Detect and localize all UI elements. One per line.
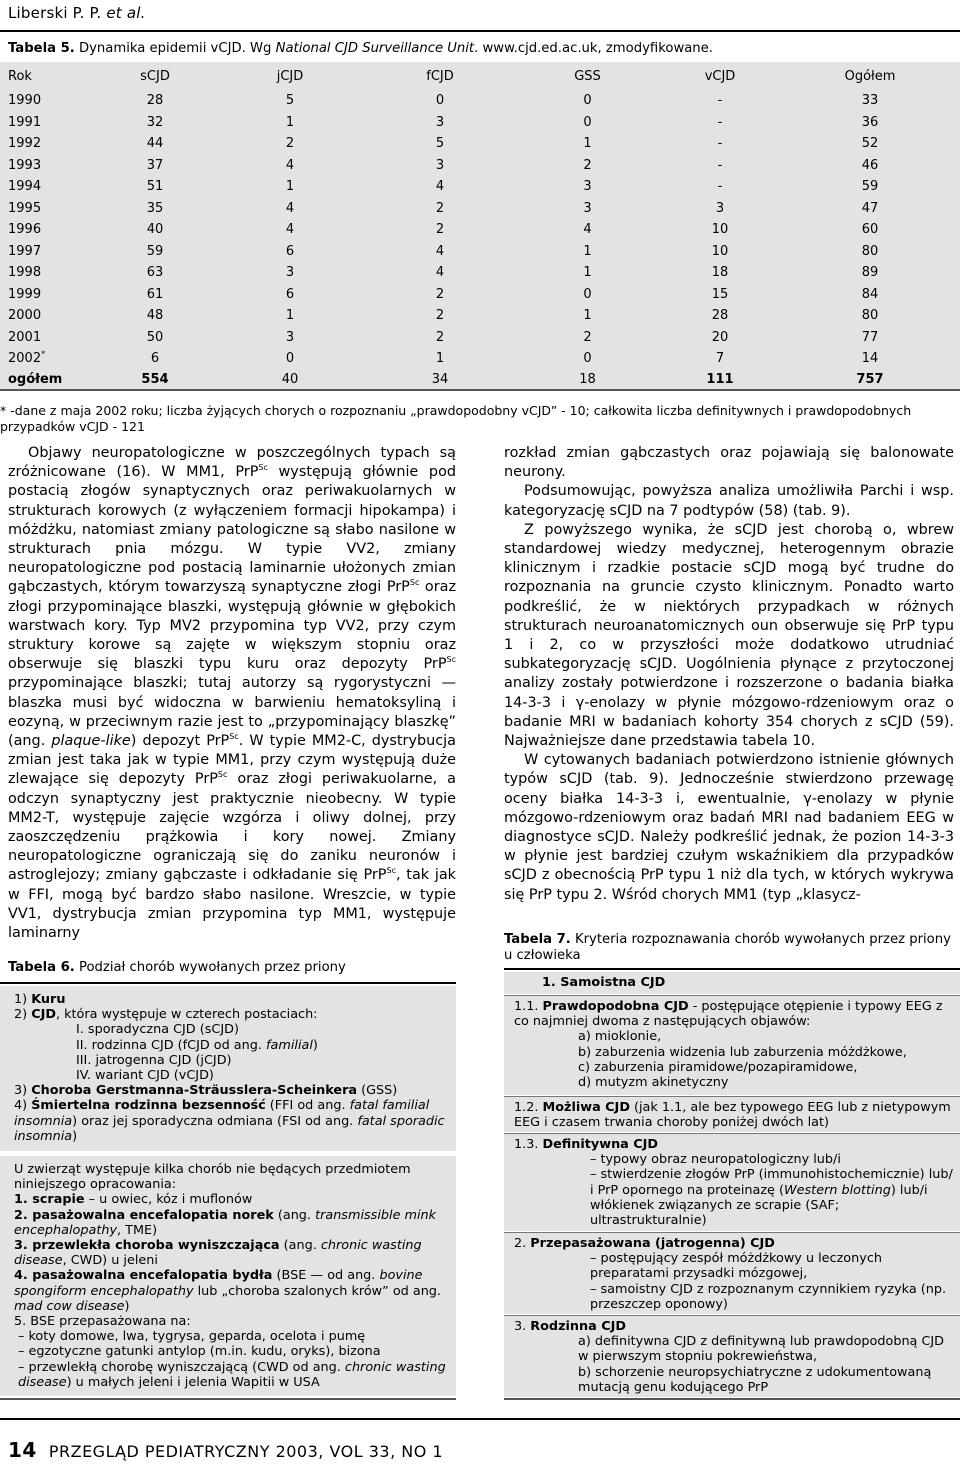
table5-row — [0, 262, 960, 284]
page-footer — [8, 1438, 443, 1462]
table5-cell: 6 — [285, 286, 295, 302]
table5-cell: 4 — [285, 222, 295, 238]
table5-cell: 1 — [583, 243, 592, 259]
page-number: 14 — [8, 1438, 37, 1462]
table5-cell: 40 — [146, 222, 164, 238]
table5-cell: 3 — [583, 200, 592, 216]
table5-cell: 6 — [150, 351, 160, 367]
table5-cell: 2 — [435, 222, 445, 238]
table5-row — [0, 219, 960, 241]
table5-cell: 0 — [285, 351, 295, 367]
table5-cell: 4 — [435, 179, 445, 195]
table5-cell: 1999 — [8, 286, 42, 302]
table5-caption-b: National CJD Surveillance Unit — [275, 41, 475, 56]
table5-footnote: * -dane z maja 2002 roku; liczba żyjących chorych o rozpoznaniu „prawdopodobny vCJD” - 10; całkowita liczba definitywnych i prawdopodobnych przypadków vCJD - 121 — [0, 403, 912, 434]
table6-animal-scrapie: 1. scrapie – u owiec, kóz i muflonów — [14, 1192, 253, 1208]
table5-cell: 1 — [285, 179, 295, 195]
table5-cell: 52 — [861, 136, 879, 152]
table5-header-cell: jCJD — [276, 68, 304, 84]
table6-item-cjd: 2) CJD, która występuje w czterech postaciach: — [14, 1007, 318, 1023]
table5-cell: - — [717, 179, 723, 195]
table5-row — [0, 90, 960, 112]
footer-rule — [0, 1418, 960, 1420]
table7-section-1-3 — [504, 1133, 960, 1231]
table5-total-cell: ogółem — [8, 371, 63, 387]
table5-row — [0, 305, 960, 327]
table7-samoistna: 1. Samoistna CJD — [542, 975, 666, 990]
table5-cell: 0 — [583, 114, 592, 130]
table6-sub-jcjd: III. jatrogenna CJD (jCJD) — [76, 1052, 232, 1068]
table5-cell: 59 — [861, 179, 879, 195]
table6-animal-intro: U zwierząt występuje kilka chorób nie będących przedmiotem niniejszego opracowania: — [14, 1162, 411, 1193]
table5-cell: 4 — [285, 157, 295, 173]
right-paragraph-3: Z powyższego wynika, że sCJD jest chorobą o, wbrew standardowej wiedzy medycznej, heterogennym obrazie klinicznym i rzadkie postacie sCJD mogą być trudne do rozpoznania na gruncie czysto klinicznym. Ponadto warto podkreślić, że w niektórych przypadkach w różnych strukturach neuroanatomicznych oun obserwuje się PrP typu 1 i 2, co w przyszłości może dodatkowo utrudniać subkategoryzację sCJD. Uogólnienia płynące z przytoczonej analizy zostały potwierdzone i rozszerzone o badania białka 14-3-3 i γ-enolazy w płynie mózgowo-rdzeniowym oraz o badanie MRI w badaniach kohorty 354 chorych z sCJD (59). Najważniejsze dane przedstawia tabela 10. — [504, 521, 954, 750]
table7-definitywna: 1.3. Definitywna CJD — [514, 1137, 659, 1152]
table5-cell: 6 — [285, 243, 295, 259]
table6-item-ffi: 4) Śmiertelna rodzinna bezsenność (FFI od ang. fatal familial insomnia) oraz jej sporadyczna odmiana (FSI od ang. fatal sporadic insomnia) — [14, 1098, 445, 1144]
table5-cell: 1991 — [8, 114, 42, 130]
table5-cell: 36 — [861, 114, 879, 130]
table7-typowy-obraz: – typowy obraz neuropatologiczny lub/i — [590, 1152, 841, 1168]
table7-samoistny-cjd: – samoistny CJD z rozpoznanym czynnikiem ryzyka (np. przeszczep oponowy) — [590, 1281, 947, 1312]
table7-section-1-2 — [504, 1096, 960, 1132]
table5-row — [0, 198, 960, 220]
table7-section-1 — [504, 972, 960, 994]
table7-zlogi-prp: – stwierdzenie złogów PrP (immunohistochemicznie) lub/ i PrP opornego na proteinazę (Western blotting) lub/i włókienek związanych ze scrapie (SAF; ultrastrukturalnie) — [590, 1167, 953, 1229]
table5-cell: 47 — [861, 200, 879, 216]
table5-total-cell: 40 — [281, 371, 299, 387]
table6-bottom-rule — [0, 1398, 456, 1400]
table5-cell: 48 — [146, 308, 164, 324]
table5-cell: - — [717, 157, 723, 173]
table6-label: Tabela 6. — [8, 960, 75, 975]
table5-total-cell: 757 — [856, 371, 884, 387]
table5-cell: 0 — [435, 93, 445, 109]
table7-prawdopodobna: 1.1. Prawdopodobna CJD - postępujące otępienie i typowy EEG z co najmniej dwoma z następujących objawów: — [514, 999, 943, 1030]
right-paragraph-4: W cytowanych badaniach potwierdzono istnienie głównych typów sCJD (tab. 9). Jednocześnie stwierdzono przewagę oceny białka 14-3-3 i, ewentualnie, γ-enolazy w płynie mózgowo-rdzeniowym oraz badań MRI nad badaniem EEG w diagnostyce sCJD. Należy podkreślić jednak, że pozion 14-3-3 w płynie jest bardziej czułym wskaźnikiem dla przypadków sCJD z obecnością PrP typu 1 niż dla tych, w których wykrywa się PrP typu 2. Wśród chorych MM1 (typ „klasycz- — [504, 752, 954, 903]
table6-dash-cwd: – przewlekłą chorobę wyniszczającą (CWD od ang. chronic wasting disease) u małych jeleni i jelenia Wapitii w USA — [18, 1359, 446, 1390]
table5-cell: 0 — [583, 286, 592, 302]
table5-cell: 3 — [583, 179, 592, 195]
table5-cell: 1 — [583, 265, 592, 281]
table7-zaburzenia-widzenia: b) zaburzenia widzenia lub zaburzenia móżdżkowe, — [578, 1044, 907, 1060]
table5-cell: 14 — [861, 351, 879, 367]
table5-cell: 20 — [711, 329, 729, 345]
table5-cell: 63 — [146, 265, 164, 281]
et-al: et al. — [106, 4, 146, 22]
table5-header-row — [0, 62, 960, 90]
table5-cell: 1 — [583, 308, 592, 324]
table5-caption-c: . www.cjd.ed.ac.uk, zmodyfikowane. — [474, 41, 713, 56]
table5-cell: - — [717, 136, 723, 152]
table5-header-cell: fCJD — [426, 68, 454, 84]
table5-cell: 10 — [711, 222, 729, 238]
right-paragraph-1: rozkład zmian gąbczastych oraz pojawiają się balonowate neurony. — [504, 445, 954, 481]
table7-przepasazowana: 2. Przepasażowana (jatrogenna) CJD — [514, 1236, 775, 1251]
table5-row — [0, 112, 960, 134]
table5 — [0, 62, 960, 391]
table6-item-kuru: 1) Kuru — [14, 992, 66, 1007]
table7-mutyzm: d) mutyzm akinetyczny — [578, 1075, 729, 1091]
table5-cell: 1 — [285, 114, 295, 130]
running-head — [8, 4, 146, 22]
table5-row — [0, 348, 960, 370]
table5-header-cell: Ogółem — [844, 68, 896, 84]
table5-cell: 0 — [583, 351, 592, 367]
table6-human-diseases — [0, 986, 456, 1151]
table5-cell: 51 — [146, 179, 164, 195]
table7-mioklonie: a) mioklonie, — [578, 1029, 662, 1045]
table5-cell: 3 — [715, 200, 725, 216]
table5-cell: 1994 — [8, 179, 42, 195]
table5-caption — [8, 41, 713, 56]
table5-row — [0, 133, 960, 155]
table5-label: Tabela 5. — [8, 41, 75, 56]
journal-name: PRZEGLĄD PEDIATRYCZNY 2003, VOL 33, NO 1 — [48, 1442, 444, 1461]
table5-header-cell: vCJD — [704, 68, 736, 84]
table5-cell: - — [717, 93, 723, 109]
table5-cell: 2 — [583, 329, 592, 345]
table5-cell: 89 — [861, 265, 879, 281]
table5-cell: 2 — [285, 136, 295, 152]
table5-cell: 4 — [583, 222, 592, 238]
table5-row — [0, 176, 960, 198]
table5-cell: 4 — [285, 200, 295, 216]
table5-cell: 2 — [435, 329, 445, 345]
table5-cell: 1993 — [8, 157, 42, 173]
table7-label: Tabela 7. — [504, 932, 571, 947]
table5-total-cell: 554 — [141, 371, 169, 387]
table5-cell: 1990 — [8, 93, 42, 109]
table5-cell: 2002* — [8, 349, 46, 367]
table7-section-1-1 — [504, 995, 960, 1095]
table5-header-cell: Rok — [8, 68, 32, 84]
table5-cell: 77 — [861, 329, 879, 345]
table6-sub-vcjd: IV. wariant CJD (vCJD) — [76, 1068, 214, 1084]
table6-animal-bse: 4. pasażowalna encefalopatia bydła (BSE — od ang. bovine spongiform encephalopathy lub „choroba szalonych krów” od ang. mad cow disease) — [14, 1268, 441, 1314]
table7-top-rule — [504, 968, 960, 970]
table5-cell: 2 — [435, 308, 445, 324]
left-paragraph: Objawy neuropatologiczne w poszczególnych typach są zróżnicowane (16). W MM1, PrP$^{Sc}$ występują głównie pod postacią złogów synaptycznych oraz periwakuolarnych w strukturach korowych (z wyłączeniem formacji hipokampa) i móżdżku, natomiast zmiany patologiczne są słabo nasilone w strukturach pnia mózgu. W typie VV2, zmiany neuropatologiczne pod postacią laminarnie ułożonych zmian gąbczastych, którym towarzyszą synaptyczne złogi PrP$^{Sc}$ oraz złogi przypominające blaszki, występują głównie w głębokich warstwach kory. Typ MV2 przypomina typ VV2, przy czym struktury korowe są zajęte w większym stopniu oraz obserwuje się blaszki typu kuru oraz depozyty PrP$^{Sc}$ przypominające blaszki; tutaj autorzy są rygorystyczni — blaszka musi być widoczna w barwieniu hematoksyliną i eozyną, w przeciwnym razie jest to „przypominający blaszkę” (ang. plaque-like) depozyt PrP$^{Sc}$. W typie MM2-C, dystrybucja zmian jest taka jak w typie MM1, przy czym występują duże zlewające się depozyty PrP$^{Sc}$ oraz złogi periwakuolarne, a odczyn synaptyczny jest praktycznie nieobecny. W typie MM2-T, występuje zajęcie wzgórza i oliwy dolnej, przy zaoszczędzeniu prążkowia i kory nowej. Zmiany neuropatologiczne ograniczają się do zaniku neuronów i astroglejozy; zmiany gąbczaste i odkładanie się PrP$^{Sc}$, tak jak w FFI, mogą być bardzo słabo nasilone. Wreszcie, w typie VV1, dystrybucja zmian przypomina typ MM1, występuje laminarny — [8, 445, 457, 942]
table5-cell: 28 — [146, 93, 164, 109]
table5-cell: 1997 — [8, 243, 42, 259]
table5-star: * — [41, 349, 46, 359]
table5-cell: 3 — [435, 157, 445, 173]
table5-cell: 35 — [146, 200, 164, 216]
table5-total-row — [0, 370, 960, 392]
table5-cell: 60 — [861, 222, 879, 238]
table5-cell: 46 — [861, 157, 879, 173]
table7-zespol-mozdzkowy: – postępujący zespół móżdżkowy u leczonych preparatami przysadki mózgowej, — [590, 1251, 882, 1282]
table6-caption — [8, 960, 346, 975]
table7-mozliwa: 1.2. Możliwa CJD (jak 1.1, ale bez typowego EEG lub z nietypowym EEG i czasem trwania choroby poniżej dwóch lat) — [514, 1100, 951, 1131]
table5-total-cell: 18 — [579, 371, 596, 387]
table6-sub-fcjd: II. rodzinna CJD (fCJD od ang. familial) — [76, 1037, 318, 1053]
table6-dash-antelopes: – egzotyczne gatunki antylop (m.in. kudu, oryks), bizona — [18, 1344, 381, 1360]
table5-cell: 1 — [583, 136, 592, 152]
table7-definitywna-rodzinna: a) definitywna CJD z definitywną lub prawdopodobną CJD w pierwszym stopniu pokrewieństwa, — [578, 1334, 945, 1365]
table5-cell: 2 — [583, 157, 592, 173]
table6-animal-tme: 2. pasażowalna encefalopatia norek (ang. transmissible mink encephalopathy, TME) — [14, 1207, 437, 1238]
left-column-text — [8, 444, 456, 943]
table7-section-2 — [504, 1232, 960, 1314]
table5-cell: 4 — [435, 265, 445, 281]
table5-cell: 2000 — [8, 308, 42, 324]
table7-rodzinna: 3. Rodzinna CJD — [514, 1319, 627, 1334]
table5-caption-a: Dynamika epidemii vCJD. Wg — [74, 41, 276, 56]
table6-animal-bse-passaged: 5. BSE przepasażowana na: — [14, 1314, 191, 1330]
table5-row — [0, 155, 960, 177]
table5-cell: 59 — [146, 243, 164, 259]
table5-header-cell: sCJD — [140, 68, 170, 84]
author-name: Liberski P. P. — [8, 4, 102, 22]
table6-sub-scjd: I. sporadyczna CJD (sCJD) — [76, 1022, 239, 1038]
table5-row — [0, 284, 960, 306]
table5-cell: 2 — [435, 286, 445, 302]
table7-caption — [504, 932, 954, 964]
table6-animal-diseases — [0, 1156, 456, 1396]
table5-cell: 1 — [435, 351, 445, 367]
table5-cell: 84 — [861, 286, 879, 302]
table5-cell: 32 — [146, 114, 164, 130]
table5-cell: 3 — [285, 265, 295, 281]
table5-cell: 1998 — [8, 265, 42, 281]
table7-schorzenie: b) schorzenie neuropsychiatryczne z udokumentowaną mutacją genu kodującego PrP — [578, 1364, 932, 1395]
header-rule — [0, 30, 960, 32]
table5-cell: 3 — [285, 329, 295, 345]
table7-bottom-rule — [504, 1398, 960, 1400]
table5-cell: 1 — [285, 308, 295, 324]
table5-cell: - — [717, 114, 723, 130]
table5-cell: 5 — [285, 93, 295, 109]
table5-cell: 7 — [715, 351, 725, 367]
table7-caption-text: Kryteria rozpoznawania chorób wywołanych przez priony u człowieka — [504, 932, 951, 963]
table6-top-rule — [0, 982, 456, 984]
table5-cell: 10 — [711, 243, 729, 259]
table5-cell: 0 — [583, 93, 592, 109]
table5-cell: 28 — [711, 308, 729, 324]
right-column-text — [504, 444, 954, 905]
table5-cell: 3 — [435, 114, 445, 130]
table5-total-cell: 34 — [431, 371, 449, 387]
table5-cell: 1992 — [8, 136, 42, 152]
table5-cell: 15 — [711, 286, 729, 302]
table5-cell: 4 — [435, 243, 445, 259]
table6-animal-cwd: 3. przewlekła choroba wyniszczająca (ang. chronic wasting disease, CWD) u jeleni — [14, 1238, 422, 1269]
table5-cell: 5 — [435, 136, 445, 152]
table5-cell: 33 — [861, 93, 879, 109]
table5-row — [0, 241, 960, 263]
table5-cell: 50 — [146, 329, 164, 345]
table5-row — [0, 327, 960, 349]
table5-cell: 2001 — [8, 329, 42, 345]
table5-cell: 44 — [146, 136, 164, 152]
table5-total-cell: 111 — [706, 371, 734, 387]
table6-item-gss: 3) Choroba Gerstmanna-Sträusslera-Scheinkera (GSS) — [14, 1083, 398, 1099]
right-paragraph-2: Podsumowując, powyższa analiza umożliwiła Parchi i wsp. kategoryzację sCJD na 7 podtypów (58) (tab. 9). — [504, 483, 954, 519]
table5-cell: 80 — [861, 308, 879, 324]
table6-dash-cats: – koty domowe, lwa, tygrysa, geparda, ocelota i pumę — [18, 1329, 366, 1345]
table5-cell: 80 — [861, 243, 879, 259]
table5-cell: 1995 — [8, 200, 42, 216]
table5-cell: 2 — [435, 200, 445, 216]
table7-piramidowe: c) zaburzenia piramidowe/pozapiramidowe, — [578, 1059, 858, 1075]
table7-section-3 — [504, 1315, 960, 1397]
table5-cell: 18 — [711, 265, 729, 281]
table5-cell: 37 — [146, 157, 164, 173]
table5-cell: 1996 — [8, 222, 42, 238]
table6-caption-text: Podział chorób wywołanych przez priony — [74, 960, 346, 975]
table5-header-cell: GSS — [574, 68, 601, 84]
table5-cell: 61 — [146, 286, 164, 302]
